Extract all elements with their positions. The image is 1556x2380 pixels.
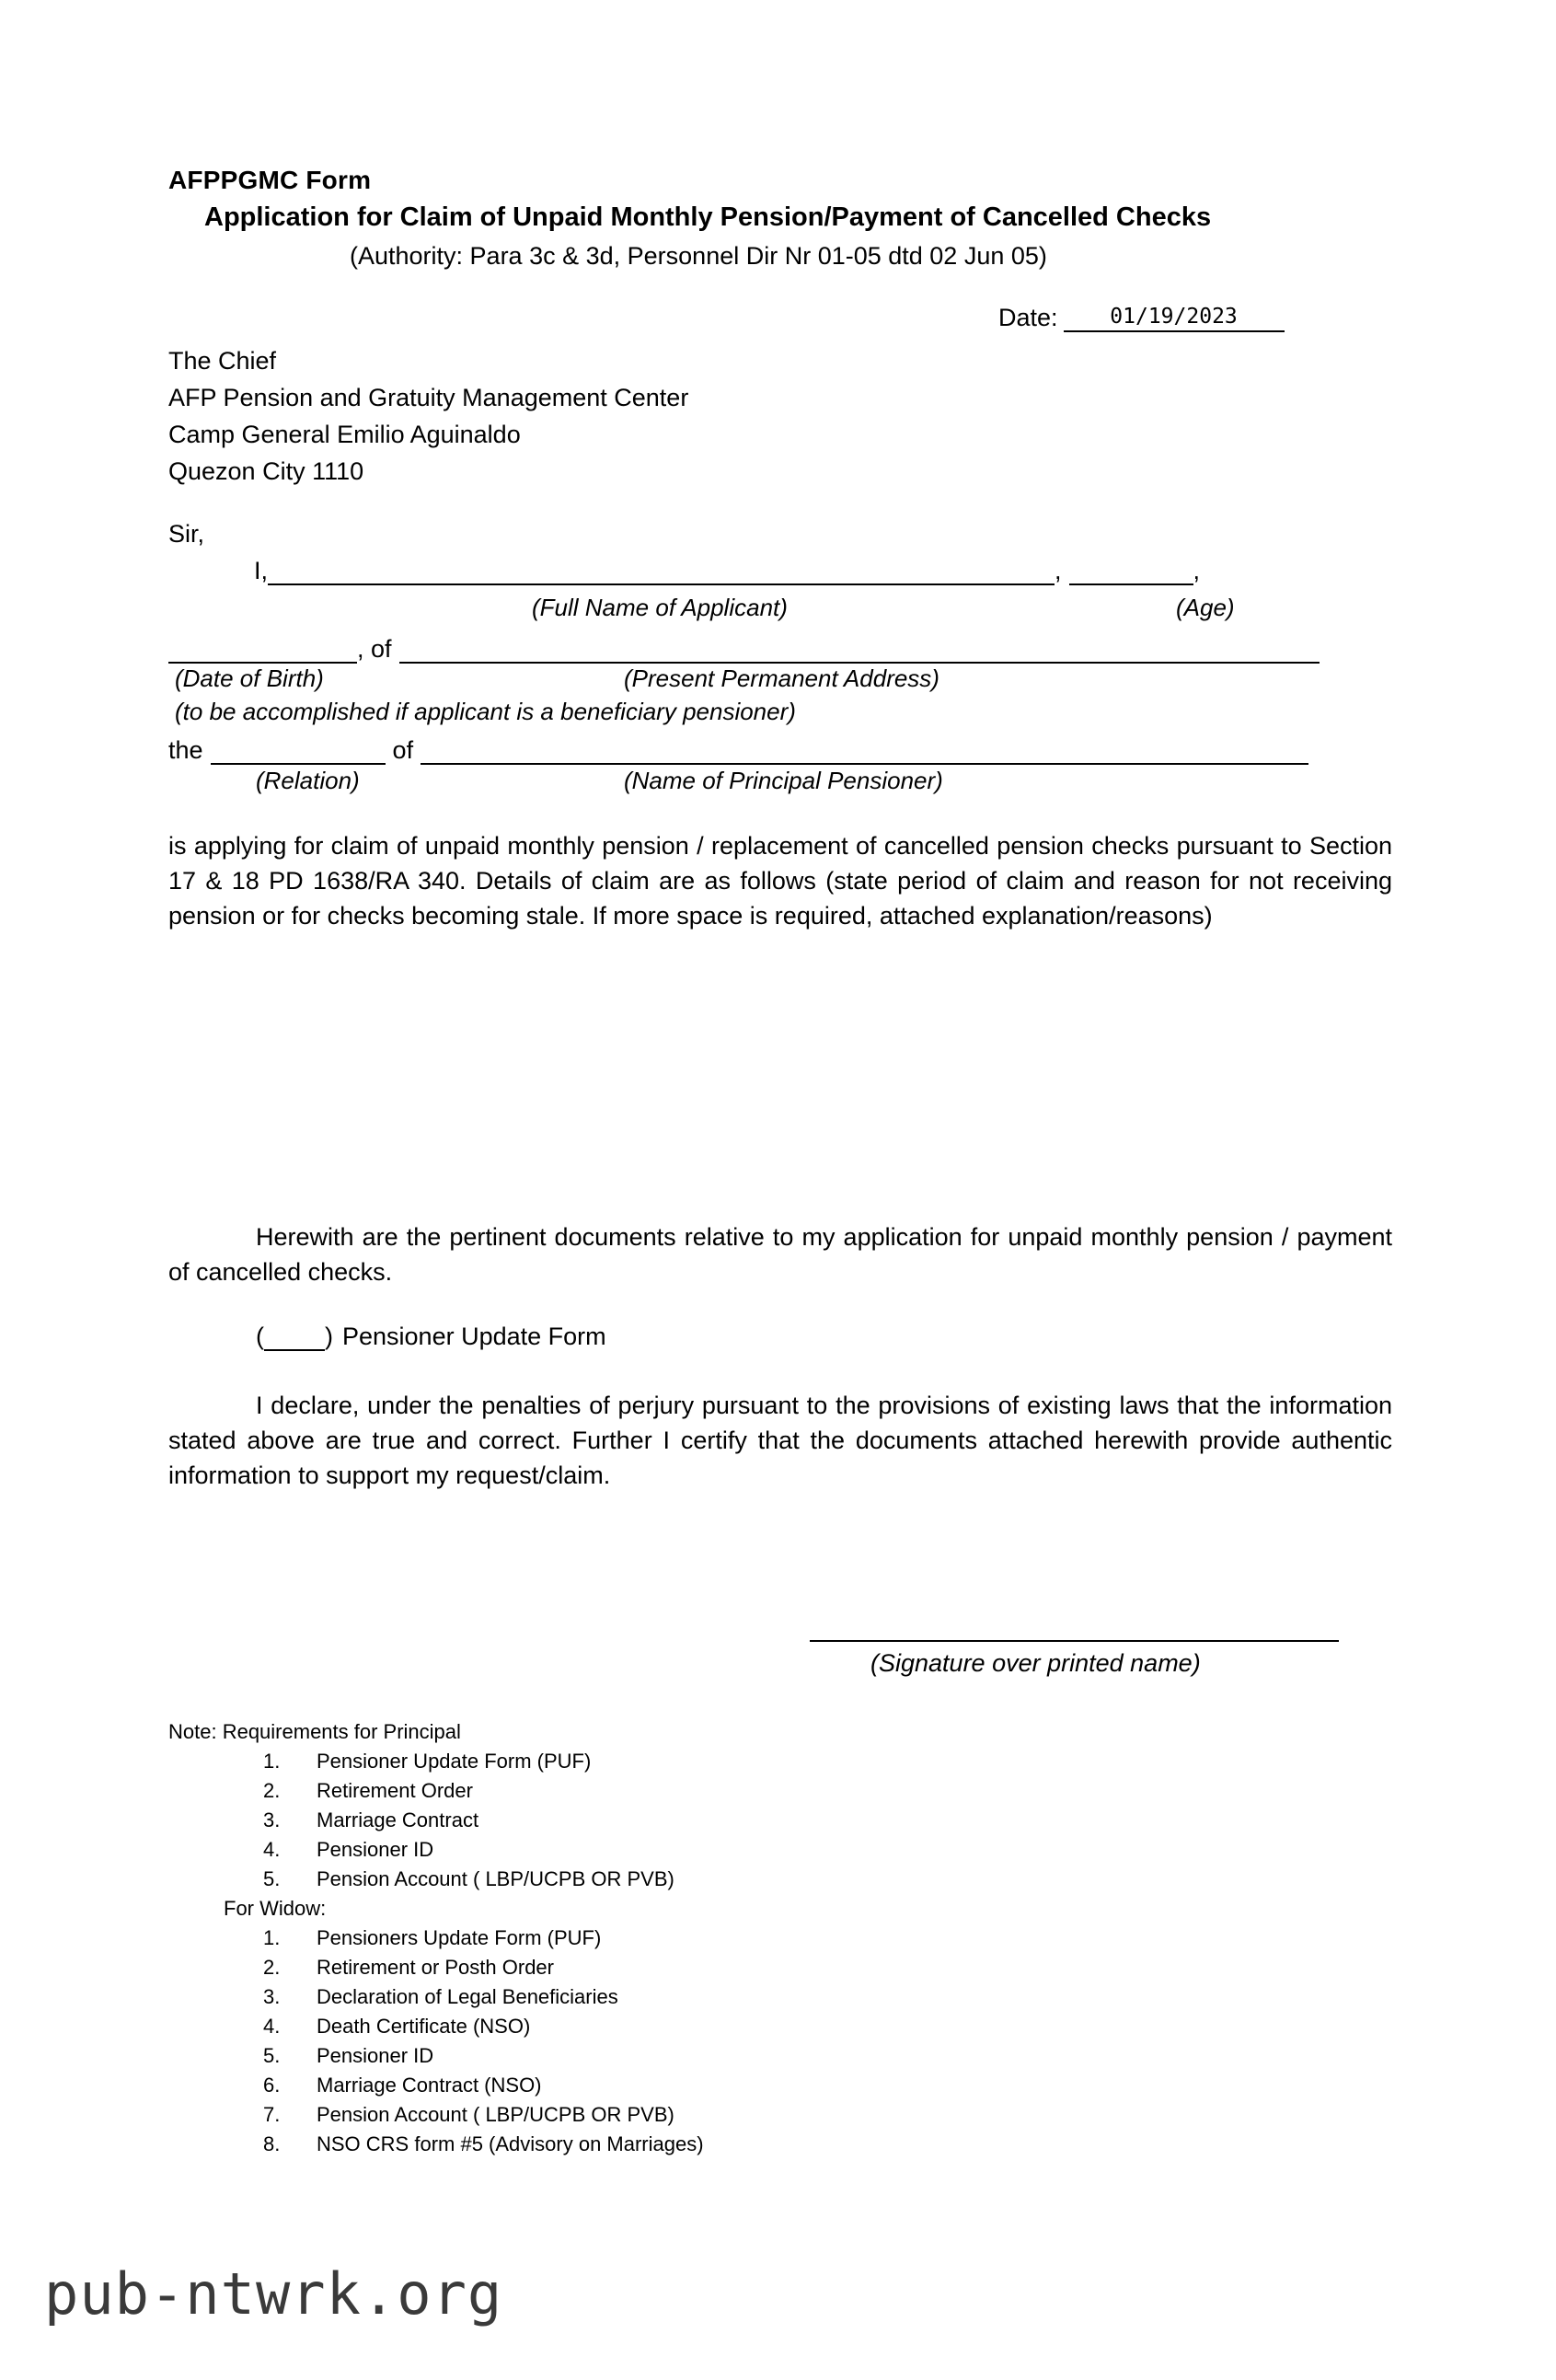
present-address-input[interactable] <box>399 636 1320 664</box>
list-item-label: Pensioner Update Form (PUF) <box>317 1750 592 1773</box>
addressee-line-1: The Chief <box>168 347 277 375</box>
caption-present-address: (Present Permanent Address) <box>624 664 939 692</box>
list-item: 1. Pensioner Update Form (PUF) <box>168 1747 704 1776</box>
date-field <box>998 304 1285 332</box>
principal-requirements-list <box>168 1747 704 1894</box>
list-item: 5. Pensioner ID <box>168 2041 704 2071</box>
list-item-label: Declaration of Legal Beneficiaries <box>317 1985 618 2008</box>
beneficiary-note: (to be accomplished if applicant is a beneficiary pensioner) <box>175 698 796 725</box>
of-label: of <box>392 736 414 764</box>
list-item-label: Pensioner ID <box>317 2044 434 2067</box>
comma-after-name: , <box>1055 557 1062 584</box>
list-item-label: Marriage Contract <box>317 1808 479 1831</box>
widow-heading: For Widow: <box>224 1897 327 1920</box>
list-item-label: Pension Account ( LBP/UCPB OR PVB) <box>317 2103 674 2126</box>
list-item: 8. NSO CRS form #5 (Advisory on Marriages) <box>168 2130 704 2159</box>
date-of-birth-input[interactable] <box>168 636 357 664</box>
widow-requirements-list <box>168 1924 704 2159</box>
list-item: 7. Pension Account ( LBP/UCPB OR PVB) <box>168 2100 704 2130</box>
list-item-label: Pensioner ID <box>317 1838 434 1861</box>
list-item: 3. Marriage Contract <box>168 1806 704 1835</box>
list-item-label: Marriage Contract (NSO) <box>317 2074 542 2097</box>
comma-after-age: , <box>1193 557 1201 584</box>
addressee-line-4: Quezon City 1110 <box>168 457 364 485</box>
caption-relation: (Relation) <box>256 767 360 794</box>
list-item-label: NSO CRS form #5 (Advisory on Marriages) <box>317 2132 704 2155</box>
list-item: 2. Retirement Order <box>168 1776 704 1806</box>
list-item: 2. Retirement or Posth Order <box>168 1953 704 1982</box>
addressee-block <box>168 342 688 490</box>
herewith-text: Herewith are the pertinent documents relative to my application for unpaid monthly pension / payment of cancelled checks. <box>168 1223 1392 1286</box>
herewith-paragraph <box>168 1219 1392 1289</box>
caption-age: (Age) <box>1176 594 1235 621</box>
the-label: the <box>168 736 203 764</box>
list-item: 3. Declaration of Legal Beneficiaries <box>168 1982 704 2012</box>
list-item-label: Death Certificate (NSO) <box>317 2015 531 2038</box>
list-item-label: Pensioners Update Form (PUF) <box>317 1926 602 1949</box>
notes-heading: Note: Requirements for Principal <box>168 1720 461 1743</box>
dob-address-row <box>168 635 1320 664</box>
age-input[interactable] <box>1069 558 1193 585</box>
list-item: 4. Death Certificate (NSO) <box>168 2012 704 2041</box>
page-title: Application for Claim of Unpaid Monthly Pension/Payment of Cancelled Checks <box>204 202 1212 232</box>
date-input[interactable]: 01/19/2023 <box>1064 306 1285 332</box>
i-prefix-label: I, <box>254 557 269 584</box>
list-item: 5. Pension Account ( LBP/UCPB OR PVB) <box>168 1865 704 1894</box>
list-item-label: Pension Account ( LBP/UCPB OR PVB) <box>317 1867 674 1890</box>
list-item: 1. Pensioners Update Form (PUF) <box>168 1924 704 1953</box>
applicant-name-age-row <box>168 557 1200 585</box>
claim-paragraph: is applying for claim of unpaid monthly pension / replacement of cancelled pension checks pursuant to Section 17 & 18 PD 1638/RA 340. Details of claim are as follows (state period of claim and reason for not receiving pension or for checks becoming stale. If more space is required, attached explanation/reasons) <box>168 832 1392 930</box>
checkbox-label: Pensioner Update Form <box>342 1323 606 1350</box>
salutation: Sir, <box>168 520 205 548</box>
addressee-line-2: AFP Pension and Gratuity Management Center <box>168 384 689 411</box>
full-name-input[interactable] <box>268 558 1055 585</box>
declaration-paragraph <box>168 1388 1392 1493</box>
authority-line: (Authority: Para 3c & 3d, Personnel Dir Nr 01-05 dtd 02 Jun 05) <box>350 242 1047 270</box>
caption-signature: (Signature over printed name) <box>870 1649 1201 1677</box>
caption-date-of-birth: (Date of Birth) <box>175 664 324 692</box>
relation-principal-row <box>168 736 1308 765</box>
watermark: pub-ntwrk.org <box>44 2260 503 2328</box>
declaration-text: I declare, under the penalties of perjury pursuant to the provisions of existing laws that the information stated above are true and correct. Further I certify that the documents attached herewith provide authentic information to support my request/claim. <box>168 1392 1392 1489</box>
list-item: 4. Pensioner ID <box>168 1835 704 1865</box>
principal-pensioner-input[interactable] <box>421 737 1308 765</box>
form-label: AFPPGMC Form <box>168 166 372 194</box>
list-item-label: Retirement Order <box>317 1779 473 1802</box>
list-item: 6. Marriage Contract (NSO) <box>168 2071 704 2100</box>
date-label: Date: <box>998 304 1058 331</box>
checkbox-blank[interactable] <box>264 1324 325 1351</box>
addressee-line-3: Camp General Emilio Aguinaldo <box>168 421 521 448</box>
caption-principal-pensioner: (Name of Principal Pensioner) <box>624 767 943 794</box>
checkbox-close-paren: ) <box>325 1323 333 1350</box>
checkbox-open-paren: ( <box>256 1323 264 1350</box>
pensioner-update-form-checkbox-row[interactable] <box>256 1323 606 1351</box>
of-connector-label: , of <box>357 635 392 663</box>
list-item-label: Retirement or Posth Order <box>317 1956 554 1979</box>
caption-full-name: (Full Name of Applicant) <box>532 594 788 621</box>
relation-input[interactable] <box>211 737 386 765</box>
signature-input[interactable] <box>810 1640 1339 1642</box>
notes-section <box>168 1717 704 2159</box>
